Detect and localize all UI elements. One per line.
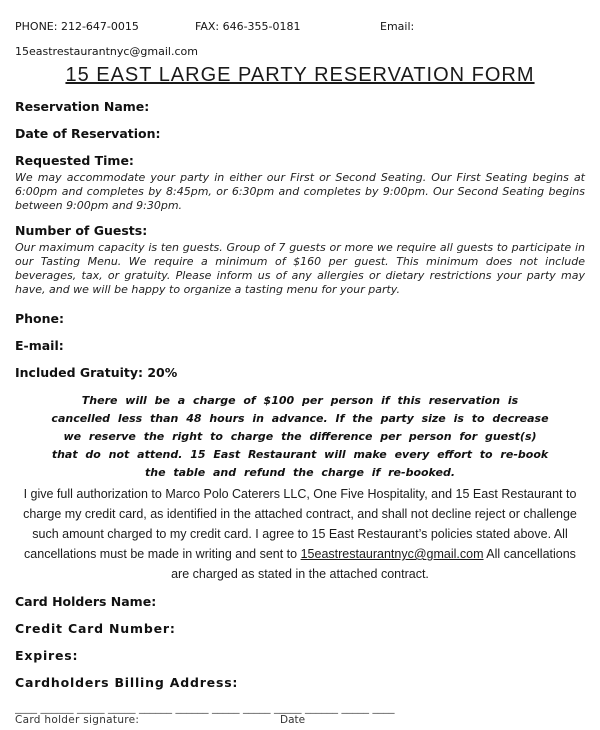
cancellation-email-link[interactable]: 15eastrestaurantnyc@gmail.com: [300, 547, 484, 561]
billing-address-label: Cardholders Billing Address:: [15, 675, 239, 690]
card-holders-name-label: Card Holders Name:: [15, 594, 157, 609]
page-title: 15 EAST LARGE PARTY RESERVATION FORM: [65, 64, 535, 86]
date-of-reservation-label: Date of Reservation:: [15, 126, 161, 141]
email-label: E-mail:: [15, 338, 64, 353]
authorization-paragraph: [15, 484, 585, 584]
date-label: Date: [280, 714, 306, 726]
contact-email-label: Email:: [380, 20, 415, 33]
cancellation-notice: There will be a charge of $100 per person if this reservation is cancelled less than 48 hours in advance. If the party size is to decrease we reserve the right to charge the difference per person for guest(s) that do not attend. 15 East Restaurant will make every effort to re-book the table and refund the charge if re-booked.: [51, 394, 549, 479]
requested-time-label: Requested Time:: [15, 153, 134, 168]
phone-label: Phone:: [15, 311, 65, 326]
authorization-tail: All cancellations are charged as stated in the attached contract.: [171, 547, 576, 581]
authorization-text: I give full authorization to Marco Polo Caterers LLC, One Five Hospitality, and 15 East Restaurant to charge my credit card, as identified in the attached contract, and shall not decline reject or challenge such amount charged to my credit card. I agree to 15 East Restaurant’s policies stated above. All cancellations must be made in writing and sent to: [23, 487, 577, 561]
contact-fax: FAX: 646-355-0181: [195, 20, 301, 33]
signature-row: [15, 714, 585, 727]
number-of-guests-note: Our maximum capacity is ten guests. Group of 7 guests or more we require all guests to participate in our Tasting Menu. We require a minimum of $160 per guest. This minimum does not include beverages, tax, or gratuity. Please inform us of any allergies or dietary restrictions your party may have, and we will be happy to organize a tasting menu for your party.: [15, 241, 585, 296]
credit-card-number-label: Credit Card Number:: [15, 621, 176, 636]
reservation-name-label: Reservation Name:: [15, 99, 150, 114]
cardholder-signature-label: Card holder signature:: [15, 714, 140, 726]
signature-line: ____ ______ _____ _____ ______ ______ _____ _____ _____ ______ _____ ____: [15, 702, 395, 714]
requested-time-note: We may accommodate your party in either our First or Second Seating. Our First Seating begins at 6:00pm and completes by 8:45pm, or 6:30pm and completes by 9:00pm. Our Second Seating begins between 9:00pm and 9:30pm.: [15, 171, 585, 212]
gratuity-label: Included Gratuity: 20%: [15, 365, 178, 380]
number-of-guests-label: Number of Guests:: [15, 223, 148, 238]
contact-email-address: 15eastrestaurantnyc@gmail.com: [15, 45, 198, 58]
contact-phone: PHONE: 212-647-0015: [15, 20, 139, 33]
expires-label: Expires:: [15, 648, 79, 663]
contact-header: [15, 20, 585, 33]
